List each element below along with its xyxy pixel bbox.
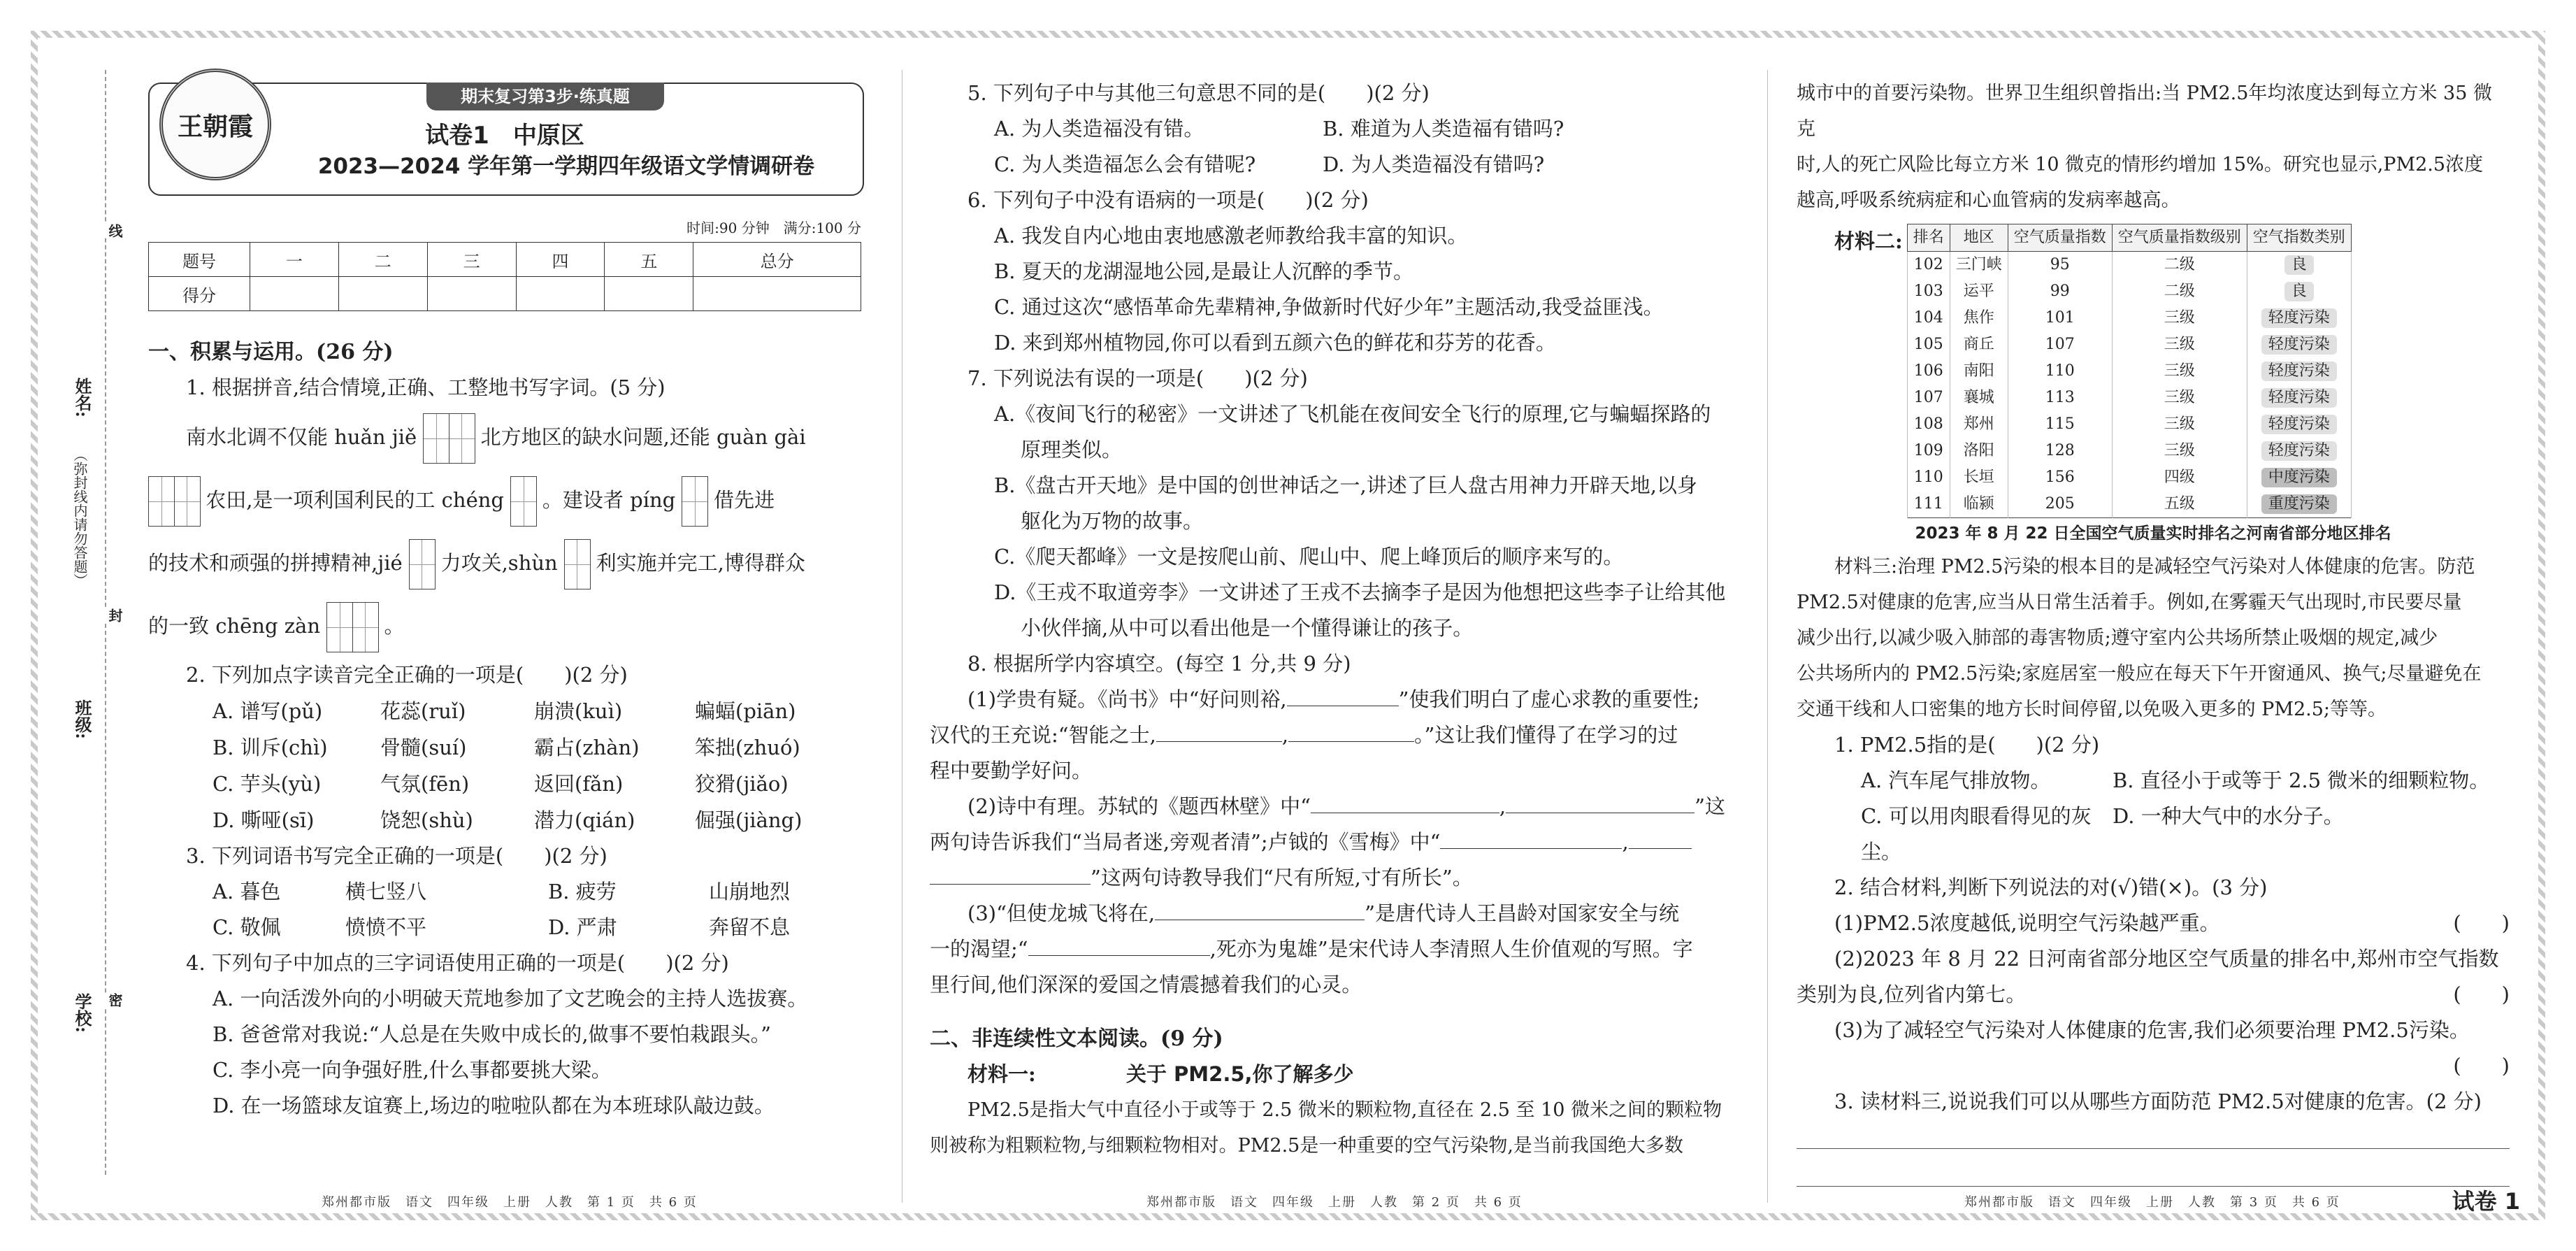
table-cell: 106 xyxy=(1907,358,1950,385)
score-row-label: 得分 xyxy=(149,277,250,311)
time-info: 时间:90 分钟 满分:100 分 xyxy=(686,220,861,236)
table-cell: 156 xyxy=(2008,464,2112,491)
name-label: 姓名: xyxy=(72,378,92,417)
score-input[interactable] xyxy=(693,277,861,311)
air-category-badge: 良 xyxy=(2284,255,2314,275)
air-category-cell xyxy=(2247,491,2351,518)
score-cell: 一 xyxy=(250,243,339,277)
table-row xyxy=(1907,358,2351,385)
table-row xyxy=(1907,491,2351,518)
table-cell: 102 xyxy=(1907,252,1950,279)
score-cell: 三 xyxy=(427,243,516,277)
p3-q2-stem: 2. 结合材料,判断下列说法的对(√)错(×)。(3 分) xyxy=(1834,875,2268,899)
table-cell: 95 xyxy=(2008,252,2112,279)
q2-row: A. 谱写(pǔ) 花蕊(ruǐ) 崩溃(kuì) 蝙蝠(piān) xyxy=(213,699,796,723)
answer-box[interactable] xyxy=(352,602,379,652)
q4-stem: 4. 下列句子中加点的三字词语使用正确的一项是( )(2 分) xyxy=(186,951,729,975)
table-cell: 115 xyxy=(2008,411,2112,438)
q6-option-a: A. 我发自内心地由衷地感激老师教给我丰富的知识。 xyxy=(994,224,1468,248)
air-category-badge: 良 xyxy=(2284,282,2314,301)
q7-option-d: D.《王戎不取道旁李》一文讲述了王戎不去摘李子是因为他想把这些李子让给其他 xyxy=(994,580,1726,604)
q8-stem: 8. 根据所学内容填空。(每空 1 分,共 9 分) xyxy=(967,652,1351,675)
score-cell: 二 xyxy=(338,243,427,277)
table-cell: 三级 xyxy=(2112,385,2247,411)
air-category-badge: 轻度污染 xyxy=(2261,362,2337,381)
air-category-badge: 轻度污染 xyxy=(2261,308,2337,328)
table-cell: 113 xyxy=(2008,385,2112,411)
q5-option-c: C. 为人类造福怎么会有错呢? xyxy=(994,152,1256,176)
q3-row: A. 暮色 横七竖八 B. 疲劳 山崩地烈 xyxy=(213,880,791,903)
column-divider-2 xyxy=(1767,70,1768,1203)
table-cell: 洛阳 xyxy=(1950,438,2008,464)
table-cell: 四级 xyxy=(2112,464,2247,491)
table-cell: 99 xyxy=(2008,278,2112,305)
table-header: 地区 xyxy=(1950,224,2008,252)
q2-options xyxy=(148,693,868,838)
p3-q1-options-row: C. 可以用肉眼看得见的灰尘。 D. 一种大气中的水分子。 xyxy=(1861,804,2344,864)
air-category-badge: 中度污染 xyxy=(2261,468,2337,487)
seal-note: （弥封线内请勿答题） xyxy=(71,448,88,587)
mark-secret: 密 xyxy=(105,993,125,1007)
air-category-badge: 轻度污染 xyxy=(2261,335,2337,355)
q1-stem: 1. 根据拼音,结合情境,正确、工整地书写字词。(5 分) xyxy=(186,376,665,399)
table-cell: 临颍 xyxy=(1950,491,2008,518)
table-cell: 101 xyxy=(2008,305,2112,331)
q3-options xyxy=(148,874,868,945)
q8-part2: (2)诗中有理。苏轼的《题西林壁》中“ , ”这 xyxy=(967,794,1725,818)
air-category-badge: 轻度污染 xyxy=(2261,415,2337,434)
answer-paren[interactable]: ( ) xyxy=(2453,1054,2510,1078)
score-input[interactable] xyxy=(427,277,516,311)
table-cell: 110 xyxy=(2008,358,2112,385)
answer-box[interactable] xyxy=(174,476,201,527)
score-cell: 五 xyxy=(605,243,693,277)
q2-row: D. 嘶哑(sī) 饶恕(shù) 潜力(qián) 倔强(jiàng) xyxy=(213,808,803,832)
score-input-row xyxy=(149,277,861,311)
q7-option-b: B.《盘古开天地》是中国的创世神话之一,讲述了巨人盘古用神力开辟天地,以身 xyxy=(994,473,1697,497)
mark-seal: 封 xyxy=(105,608,125,622)
q5-stem: 5. 下列句子中与其他三句意思不同的是( )(2 分) xyxy=(967,81,1430,105)
air-category-cell xyxy=(2247,385,2351,411)
section-1-title: 一、积累与运用。(26 分) xyxy=(148,340,394,364)
table-cell: 焦作 xyxy=(1950,305,2008,331)
table-cell: 南阳 xyxy=(1950,358,2008,385)
answer-line[interactable] xyxy=(1797,1148,2510,1149)
fill-blank[interactable] xyxy=(1629,848,1692,849)
page2-body: 5. 下列句子中与其他三句意思不同的是( )(2 分) A. 为人类造福没有错。 B. 难道为人类造福有错吗? C. 为人类造福怎么会有错呢? D. 为人类造福没有错吗? 6. 下列句子中没有语病的一项是( )(2 分) A. 我发自内心地由衷地感激老师教给我丰富的知识。 B. 夏天的龙湖湿地公园,是最让人沉醉的季节。 C. 通过这次“感悟革命先辈精神,争做新时代好少年”主题活动,我受益匪浅。 D. 来到郑州植物园,你可以看到五颜六色的鲜花和芬芳的花香。 7. 下列说法有误的一项是( )(2 分) A.《夜间飞行的秘密》一文讲述了飞机能在夜间安全飞行的原理,它与蝙蝠探路的 原理类似。 B.《盘古开天地》是中国的创世神话之一,讲述了巨人盘古用神力开辟天地,以身 躯化为万物的故事。 C.《爬天都峰》一文是按爬山前、爬山中、爬上峰顶后的顺序来写的。 D.《王戎不取道旁李》一文讲述了王戎不去摘李子是因为他想把这些李子让给其他 小伙伴摘,从中可以看出他是一个懂得谦让的孩子。 8. 根据所学内容填空。(每空 1 分,共 9 分) (1)学贵有疑。《尚书》中“好问则裕, ”使我们明白了虚心求教的重要性; 汉代的王充说:“智能之士, , 。”这让我们懂得了在学习的过 程中要勤学好问。 (2)诗中有理。苏轼的《题西林壁》中“ , ”这 两句诗告诉我们“当局者迷,旁观者清”;卢钺的《雪梅》中“ , ”这两句诗教导我们“尺有所短,寸有所长”。 (3)“但使龙城飞将在, ”是唐代诗人王昌龄对国家安全与统 一的渴望;“ ,死亦为鬼雄”是宋代诗人李清照人生价值观的写照。字 里行间,他们深深的爱国之情震撼着我们的心灵。 二、非连续性文本阅读。(9 分) 材料一: 关于 PM2.5,你了解多少 PM2.5是指大气中直径小于或等于 2.5 微米的颗粒物,直径在 2.5 至 10 微米之间的颗粒物 则被称为粗颗粒物,与细颗粒物相对。PM2.5是一种重要的空气污染物,是当前我国绝大多数 xyxy=(930,76,1734,1164)
material-2 xyxy=(1797,224,2510,518)
q2-row: C. 芋头(yù) 气氛(fēn) 返回(fǎn) 狡猾(jiǎo) xyxy=(213,772,789,796)
material-1-text-continued: 城市中的首要污染物。世界卫生组织曾指出:当 PM2.5年均浓度达到每立方米 35 微克 xyxy=(1797,83,2492,140)
q1-passage: 南水北调不仅能 huǎn jiě 北方地区的缺水问题,还能 guàn gài 农田,是一项利国利民的工 chéng 。建设者 píng 借先进 的技术和顽强的拼搏精神,jié 力攻关,shùn 利实施并完工,博得群众 的一致 chēng zàn 。 xyxy=(148,406,868,657)
score-input[interactable] xyxy=(516,277,605,311)
page3-footer: 郑州都市版 语文 四年级 上册 人教 第 3 页 共 6 页 xyxy=(1964,1195,2340,1210)
answer-box[interactable] xyxy=(564,539,591,589)
table-cell: 108 xyxy=(1907,411,1950,438)
mark-line: 线 xyxy=(105,224,125,238)
fill-blank[interactable] xyxy=(1028,955,1210,956)
p3-q1-stem: 1. PM2.5指的是( )(2 分) xyxy=(1834,733,2100,757)
p3-q2-item2: (2)2023 年 8 月 22 日河南省部分地区空气质量的排名中,郑州市空气指数 xyxy=(1834,947,2499,971)
material-2-label: 材料二: xyxy=(1834,229,1903,253)
table-cell: 二级 xyxy=(2112,278,2247,305)
answer-line[interactable] xyxy=(1797,1185,2510,1187)
score-input[interactable] xyxy=(338,277,427,311)
material-1-heading: 材料一: 关于 PM2.5,你了解多少 xyxy=(967,1062,1354,1086)
table-cell: 109 xyxy=(1907,438,1950,464)
answer-box[interactable] xyxy=(682,476,708,527)
q3-stem: 3. 下列词语书写完全正确的一项是( )(2 分) xyxy=(186,844,607,868)
q5-options-row xyxy=(930,147,1734,183)
table-cell: 襄城 xyxy=(1950,385,2008,411)
table-row xyxy=(1907,305,2351,331)
q2-row: B. 训斥(chì) 骨髓(suí) 霸占(zhàn) 笨拙(zhuó) xyxy=(213,736,800,759)
air-quality-table xyxy=(1907,224,2352,518)
answer-box[interactable] xyxy=(510,476,537,527)
table-cell: 五级 xyxy=(2112,491,2247,518)
p3-q2-item1: (1)PM2.5浓度越低,说明空气污染越严重。 ( ) xyxy=(1797,906,2510,941)
page2-footer: 郑州都市版 语文 四年级 上册 人教 第 2 页 共 6 页 xyxy=(1146,1195,1523,1210)
air-category-cell xyxy=(2247,278,2351,305)
q2-stem: 2. 下列加点字读音完全正确的一项是( )(2 分) xyxy=(186,663,628,687)
answer-paren[interactable]: ( ) xyxy=(2453,982,2510,1006)
answer-paren[interactable]: ( ) xyxy=(2453,911,2510,935)
score-cell: 四 xyxy=(516,243,605,277)
table-cell: 三级 xyxy=(2112,411,2247,438)
fill-blank[interactable] xyxy=(1440,848,1622,849)
q4-option-a: A. 一向活泼外向的小明破天荒地参加了文艺晚会的主持人选拔赛。 xyxy=(213,987,808,1010)
air-category-cell xyxy=(2247,358,2351,385)
table-cell: 二级 xyxy=(2112,252,2247,279)
table-cell: 长垣 xyxy=(1950,464,2008,491)
q4-option-d: D. 在一场篮球友谊赛上,场边的啦啦队都在为本班球队敲边鼓。 xyxy=(213,1094,775,1117)
q6-option-c: C. 通过这次“感悟革命先辈精神,争做新时代好少年”主题活动,我受益匪浅。 xyxy=(994,295,1664,319)
table-header-row xyxy=(1907,224,2351,252)
q7-stem: 7. 下列说法有误的一项是( )(2 分) xyxy=(967,366,1308,390)
table-cell: 110 xyxy=(1907,464,1950,491)
table-row xyxy=(1907,331,2351,358)
table-cell: 三级 xyxy=(2112,331,2247,358)
material-3-text: 材料三:治理 PM2.5污染的根本目的是减轻空气污染对人体健康的危害。防范 xyxy=(1834,556,2475,578)
air-category-cell xyxy=(2247,438,2351,464)
table-header: 空气质量指数级别 xyxy=(2112,224,2247,252)
table-cell: 三级 xyxy=(2112,358,2247,385)
air-category-cell xyxy=(2247,305,2351,331)
fill-blank[interactable] xyxy=(1288,741,1414,742)
q3-row: C. 敬佩 愤愤不平 D. 严肃 奔留不息 xyxy=(213,915,791,939)
exam-title: 试卷1 中原区 xyxy=(425,122,584,150)
page1-footer: 郑州都市版 语文 四年级 上册 人教 第 1 页 共 6 页 xyxy=(322,1195,698,1210)
score-table xyxy=(148,242,861,311)
table-cell: 107 xyxy=(2008,331,2112,358)
exam-subtitle: 2023—2024 学年第一学期四年级语文学情调研卷 xyxy=(317,154,815,179)
table-cell: 运平 xyxy=(1950,278,2008,305)
table-row xyxy=(1907,464,2351,491)
q5-options-row xyxy=(930,111,1734,147)
q5-option-a: A. 为人类造福没有错。 xyxy=(994,117,1204,141)
table-cell: 三级 xyxy=(2112,438,2247,464)
score-input[interactable] xyxy=(605,277,693,311)
q6-option-b: B. 夏天的龙湖湿地公园,是最让人沉醉的季节。 xyxy=(994,259,1413,283)
fill-blank[interactable] xyxy=(1156,741,1282,742)
class-label: 班级: xyxy=(72,699,92,739)
score-cell: 题号 xyxy=(149,243,250,277)
table-row xyxy=(1907,411,2351,438)
air-category-badge: 轻度污染 xyxy=(2261,441,2337,461)
logo-text: 王朝霞 xyxy=(177,111,253,141)
table-header: 空气指数类别 xyxy=(2247,224,2351,252)
table-row xyxy=(1907,278,2351,305)
q6-option-d: D. 来到郑州植物园,你可以看到五颜六色的鲜花和芬芳的花香。 xyxy=(994,331,1556,355)
q8-part1: (1)学贵有疑。《尚书》中“好问则裕, ”使我们明白了虚心求教的重要性; xyxy=(967,687,1700,711)
answer-box[interactable] xyxy=(449,413,475,464)
table-cell: 商丘 xyxy=(1950,331,2008,358)
q5-option-d: D. 为人类造福没有错吗? xyxy=(1323,152,1545,176)
banner: 期末复习第3步·练真题 xyxy=(426,83,664,110)
score-cell: 总分 xyxy=(693,243,861,277)
table-row xyxy=(1907,438,2351,464)
table-row xyxy=(1907,385,2351,411)
p3-q1-options-row: A. 汽车尾气排放物。 B. 直径小于或等于 2.5 微米的细颗粒物。 xyxy=(1861,769,2490,792)
material-1-title: 关于 PM2.5,你了解多少 xyxy=(1125,1062,1354,1086)
table-cell: 103 xyxy=(1907,278,1950,305)
table-cell: 三级 xyxy=(2112,305,2247,331)
q7-option-c: C.《爬天都峰》一文是按爬山前、爬山中、爬上峰顶后的顺序来写的。 xyxy=(994,545,1624,569)
table-header: 排名 xyxy=(1907,224,1950,252)
answer-box[interactable] xyxy=(326,602,353,652)
table-caption: 2023 年 8 月 22 日全国空气质量实时排名之河南省部分地区排名 xyxy=(1915,524,2391,543)
score-header-row xyxy=(149,243,861,277)
q6-stem: 6. 下列句子中没有语病的一项是( )(2 分) xyxy=(967,188,1369,212)
paper-corner-label: 试卷 1 xyxy=(2452,1188,2520,1215)
table-cell: 104 xyxy=(1907,305,1950,331)
page3-body: 城市中的首要污染物。世界卫生组织曾指出:当 PM2.5年均浓度达到每立方米 35 微克 时,人的死亡风险比每立方米 10 微克的情形约增加 15%。研究也显示,PM2.5浓度 越高,呼吸系统病症和心血管病的发病率越高。 材料二: 排名 地区 空气质量指数 空气质量指数级别 空气指数类别 102 三门峡 95 二级 良 103 运平 99 二级 良 104 焦作 101 三级 轻度污染 105 商丘 107 三级 轻度污染 106 南阳 110 三级 轻度污染 107 襄城 113 三级 轻度污染 108 郑州 115 三级 轻度污染 109 洛阳 128 三级 轻度污染 110 长垣 156 四级 中度污染 111 临颍 205 五级 重度污染 2023 年 8 月 22 日全国空气质量实时排名之河南省部分地区排名 材料三:治理 PM2.5污染的根本目的是减轻空气污染对人体健康的危害。防范 PM2.5对健康的危害,应当从日常生活着手。例如,在雾霾天气出现时,市民要尽量 减少出行,以减少吸入肺部的毒害物质;遵守室内公共场所禁止吸烟的规定,减少 公共场所内的 PM2.5污染;家庭居室一般应在每天下午开窗通风、换气;尽量避免在 交通干线和人口密集的地方长时间停留,以免吸入更多的 PM2.5;等等。 1. PM2.5指的是( )(2 分) A. 汽车尾气排放物。 B. 直径小于或等于 2.5 微米的细颗粒物。 C. 可以用肉眼看得见的灰尘。 D. 一种大气中的水分子。 2. 结合材料,判断下列说法的对(√)错(×)。(3 分) (1)PM2.5浓度越低,说明空气污染越严重。 ( ) (2)2023 年 8 月 22 日河南省部分地区空气质量的排名中,郑州市空气指数 类别为良,位列省内第七。 ( ) (3)为了减轻空气污染对人体健康的危害,我们必须要治理 PM2.5污染。 ( ) 3. 读材料三,说说我们可以从哪些方面防范 PM2.5对健康的危害。(2 分) xyxy=(1797,76,2510,1187)
q5-option-b: B. 难道为人类造福有错吗? xyxy=(1323,117,1564,141)
score-input[interactable] xyxy=(250,277,339,311)
table-cell: 郑州 xyxy=(1950,411,2008,438)
answer-box[interactable] xyxy=(409,539,436,589)
q8-part3: (3)“但使龙城飞将在, ”是唐代诗人王昌龄对国家安全与统 xyxy=(967,901,1679,925)
air-category-badge: 轻度污染 xyxy=(2261,388,2337,408)
table-cell: 三门峡 xyxy=(1950,252,2008,279)
fill-blank[interactable] xyxy=(930,884,1091,885)
table-header: 空气质量指数 xyxy=(2008,224,2112,252)
school-label: 学校: xyxy=(72,993,92,1033)
table-cell: 111 xyxy=(1907,491,1950,518)
answer-box[interactable] xyxy=(423,413,449,464)
p3-q2-item3: (3)为了减轻空气污染对人体健康的危害,我们必须要治理 PM2.5污染。 xyxy=(1834,1018,2470,1042)
q4-option-b: B. 爸爸常对我说:“人总是在失败中成长的,做事不要怕栽跟头。” xyxy=(213,1022,771,1046)
answer-box[interactable] xyxy=(148,476,175,527)
section-2-title: 二、非连续性文本阅读。(9 分) xyxy=(930,1027,1223,1051)
table-row xyxy=(1907,252,2351,279)
air-category-cell xyxy=(2247,252,2351,279)
p3-q3-stem: 3. 读材料三,说说我们可以从哪些方面防范 PM2.5对健康的危害。(2 分) xyxy=(1834,1089,2482,1113)
page1-body xyxy=(148,334,868,1124)
air-category-cell xyxy=(2247,331,2351,358)
table-cell: 105 xyxy=(1907,331,1950,358)
material-1-text: PM2.5是指大气中直径小于或等于 2.5 微米的颗粒物,直径在 2.5 至 10 微米之间的颗粒物 xyxy=(967,1099,1722,1121)
air-category-cell xyxy=(2247,464,2351,491)
q7-option-a: A.《夜间飞行的秘密》一文讲述了飞机能在夜间安全飞行的原理,它与蝙蝠探路的 xyxy=(994,402,1711,426)
table-cell: 107 xyxy=(1907,385,1950,411)
q4-option-c: C. 李小亮一向争强好胜,什么事都要挑大梁。 xyxy=(213,1058,612,1082)
table-cell: 128 xyxy=(2008,438,2112,464)
table-cell: 205 xyxy=(2008,491,2112,518)
air-category-badge: 重度污染 xyxy=(2261,494,2337,514)
air-category-cell xyxy=(2247,411,2351,438)
